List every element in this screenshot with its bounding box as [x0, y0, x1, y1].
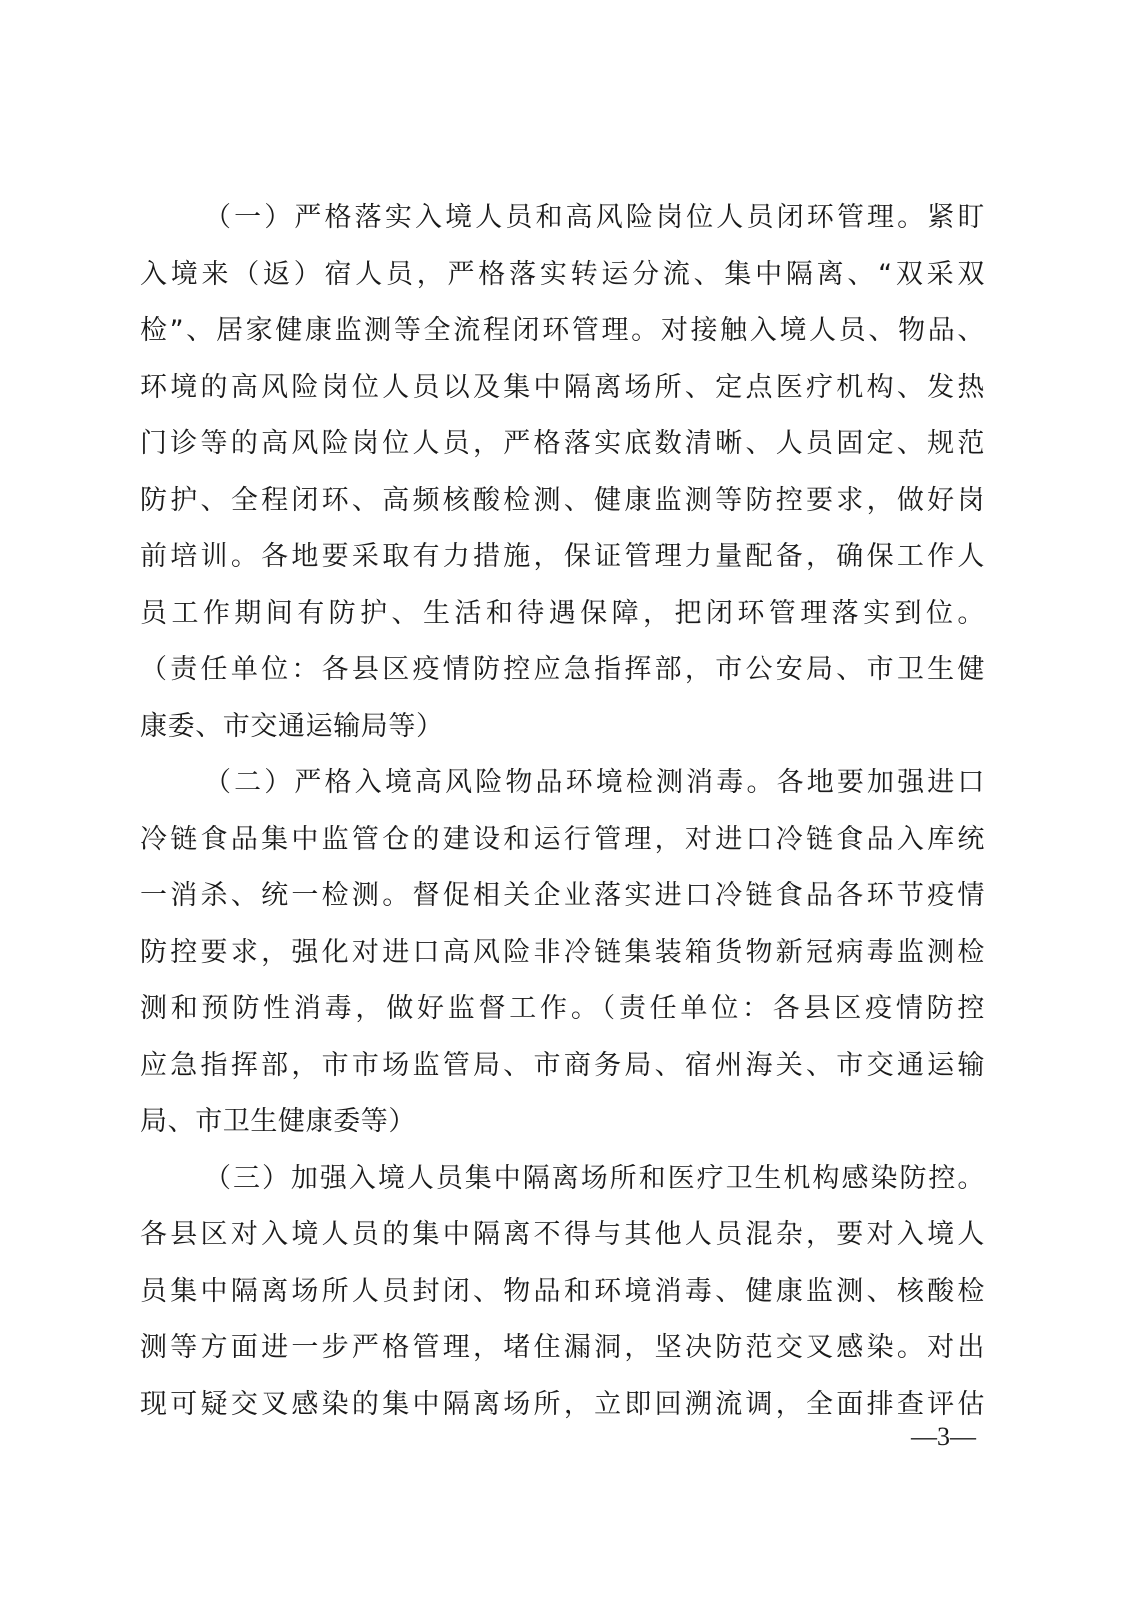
paragraph-line: 防控要求，强化对进口高风险非冷链集装箱货物新冠病毒监测检	[140, 936, 985, 968]
paragraph-line: 康委、市交通运输局等）	[140, 710, 444, 742]
paragraph-line: （责任单位：各县区疫情防控应急指挥部，市公安局、市卫生健	[140, 654, 985, 685]
paragraph-line: 局、市卫生健康委等）	[140, 1106, 416, 1137]
paragraph-line: 门诊等的高风险岗位人员，严格落实底数清晰、人员固定、规范	[140, 428, 985, 459]
paragraph-line: （三）加强入境人员集中隔离场所和医疗卫生机构感染防控。	[204, 1162, 985, 1194]
paragraph-line: 防护、全程闭环、高频核酸检测、健康监测等防控要求，做好岗	[140, 484, 985, 516]
paragraph-line: 前培训。各地要采取有力措施，保证管理力量配备，确保工作人	[140, 541, 985, 572]
paragraph-line: 入境来（返）宿人员，严格落实转运分流、集中隔离、“双采双	[140, 258, 985, 290]
paragraph-1	[140, 190, 985, 755]
paragraph-line: 测等方面进一步严格管理，堵住漏洞，坚决防范交叉感染。对出	[140, 1332, 985, 1363]
paragraph-line: 冷链食品集中监管仓的建设和运行管理，对进口冷链食品入库统	[140, 823, 985, 855]
paragraph-line: 检”、居家健康监测等全流程闭环管理。对接触入境人员、物品、	[140, 315, 985, 346]
paragraph-line: 员工作期间有防护、生活和待遇保障，把闭环管理落实到位。	[140, 597, 985, 629]
paragraph-line: 员集中隔离场所人员封闭、物品和环境消毒、健康监测、核酸检	[140, 1275, 985, 1307]
paragraph-line: （二）严格入境高风险物品环境检测消毒。各地要加强进口	[204, 767, 985, 798]
paragraph-line: （一）严格落实入境人员和高风险岗位人员闭环管理。紧盯	[204, 202, 985, 233]
paragraph-line: 一消杀、统一检测。督促相关企业落实进口冷链食品各环节疫情	[140, 880, 985, 911]
paragraph-line: 测和预防性消毒，做好监督工作。（责任单位：各县区疫情防控	[140, 993, 985, 1024]
paragraph-line: 各县区对入境人员的集中隔离不得与其他人员混杂，要对入境人	[140, 1219, 985, 1250]
body-text	[140, 190, 985, 1433]
paragraph-3	[140, 1151, 985, 1434]
paragraph-line: 应急指挥部，市市场监管局、市商务局、宿州海关、市交通运输	[140, 1049, 985, 1081]
paragraph-2	[140, 755, 985, 1151]
paragraph-line: 现可疑交叉感染的集中隔离场所，立即回溯流调，全面排查评估	[140, 1388, 985, 1420]
paragraph-line: 环境的高风险岗位人员以及集中隔离场所、定点医疗机构、发热	[140, 371, 985, 403]
page-number: —3—	[911, 1422, 976, 1451]
